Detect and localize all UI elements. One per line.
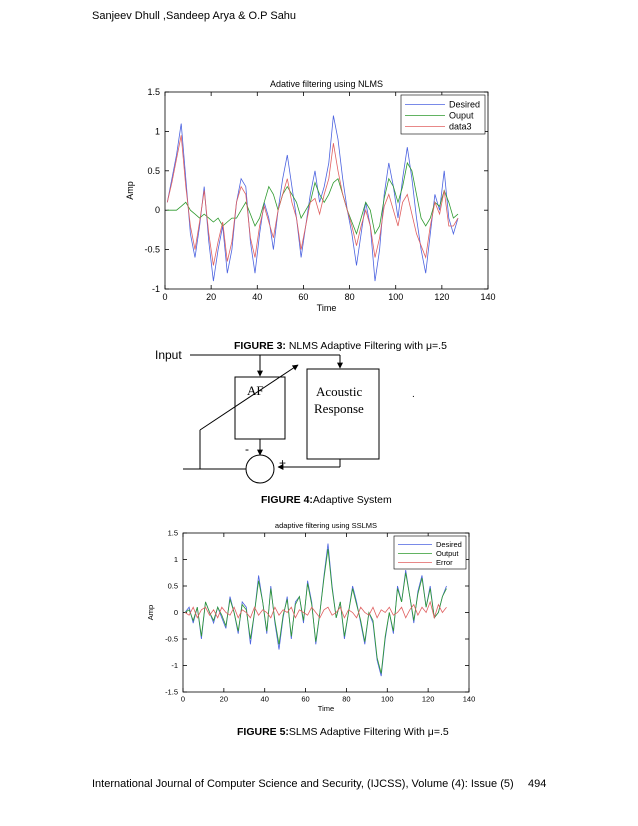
fig5-legend-label: Error [436, 558, 453, 567]
fig5-ytick-label: 1 [173, 555, 178, 564]
figure-4-diagram [150, 345, 450, 490]
fig5-ytick-label: 1.5 [167, 528, 178, 538]
fig3-xlabel: Time [316, 303, 337, 313]
figure-4-caption-text: Adaptive System [312, 494, 392, 506]
running-header: Sanjeev Dhull ,Sandeep Arya & O.P Sahu [92, 10, 297, 22]
figure-5-caption-text: SLMS Adaptive Filtering With μ=.5 [288, 726, 449, 738]
fig5-ylabel: Amp [146, 604, 155, 621]
fig5-xlabel: Time [317, 704, 335, 713]
fig5-ytick-label: -1.5 [165, 687, 178, 697]
fig5-title: adaptive filtering using SSLMS [274, 521, 378, 530]
fig5-xtick-label: 40 [260, 694, 269, 704]
fig3-xtick-label: 140 [480, 292, 496, 302]
fig3-xtick-label: 60 [298, 292, 309, 302]
fig3-ytick-label: -1 [151, 284, 160, 294]
fig5-xtick-label: 120 [421, 694, 435, 704]
figure-4-caption-label: FIGURE 4: [261, 494, 313, 506]
fig5-ytick-label: 0 [173, 608, 178, 617]
fig5-ytick-label: -1 [171, 661, 178, 670]
fig3-ytick-label: 0 [154, 205, 160, 216]
fig3-legend-label: Ouput [449, 110, 474, 121]
fig3-xtick-label: 120 [434, 292, 450, 302]
figure-3-chart [118, 75, 508, 315]
fig5-xtick-label: 80 [342, 694, 351, 704]
fig3-ylabel: Amp [125, 181, 135, 200]
figure-5-caption-label: FIGURE 5: [237, 726, 289, 738]
fig5-legend-label: Output [436, 549, 459, 558]
fig5-ytick-label: -0.5 [165, 634, 178, 644]
fig3-xtick-label: 20 [206, 292, 217, 302]
response-label: Response [314, 401, 364, 416]
footer-journal: International Journal of Computer Science and Security, (IJCSS), Volume (4): Issue (5) [92, 778, 514, 790]
fig5-xtick-label: 20 [219, 694, 229, 704]
fig3-xtick-label: 0 [162, 292, 168, 302]
fig3-ytick-label: 0.5 [147, 165, 160, 176]
summer-circle [246, 455, 274, 483]
fig3-xtick-label: 40 [252, 292, 263, 302]
fig5-legend-label: Desired [436, 540, 462, 549]
af-label: AF [247, 383, 264, 398]
input-label: Input [155, 348, 182, 362]
fig5-xtick-label: 100 [381, 694, 394, 704]
figure-3-caption-label: FIGURE 3: [234, 340, 286, 352]
fig3-ytick-label: -0.5 [144, 244, 160, 255]
fig3-ytick-label: 1 [154, 126, 160, 137]
figure-4-caption [261, 494, 392, 506]
acoustic-label: Acoustic [316, 384, 363, 399]
fig5-xtick-label: 60 [301, 694, 310, 704]
fig3-ytick-label: 1.5 [147, 87, 160, 97]
stray-dot: . [412, 389, 415, 400]
fig5-xtick-label: 0 [180, 694, 186, 704]
plus-sign: + [279, 456, 287, 470]
fig3-xtick-label: 100 [388, 292, 404, 302]
fig3-xtick-label: 80 [344, 292, 355, 302]
fig5-xtick-label: 140 [462, 694, 476, 704]
figure-5-chart [140, 515, 485, 715]
figure-3-caption-text: NLMS Adaptive Filtering with μ=.5 [285, 340, 447, 352]
fig3-legend-label: Desired [449, 99, 481, 110]
figure-5-caption [237, 726, 449, 738]
minus-sign: - [245, 442, 249, 456]
footer-page-number: 494 [528, 778, 547, 790]
fig3-legend-label: data3 [449, 121, 472, 132]
fig3-title: Adative filtering using NLMS [269, 79, 384, 89]
fig5-ytick-label: 0.5 [167, 581, 178, 591]
